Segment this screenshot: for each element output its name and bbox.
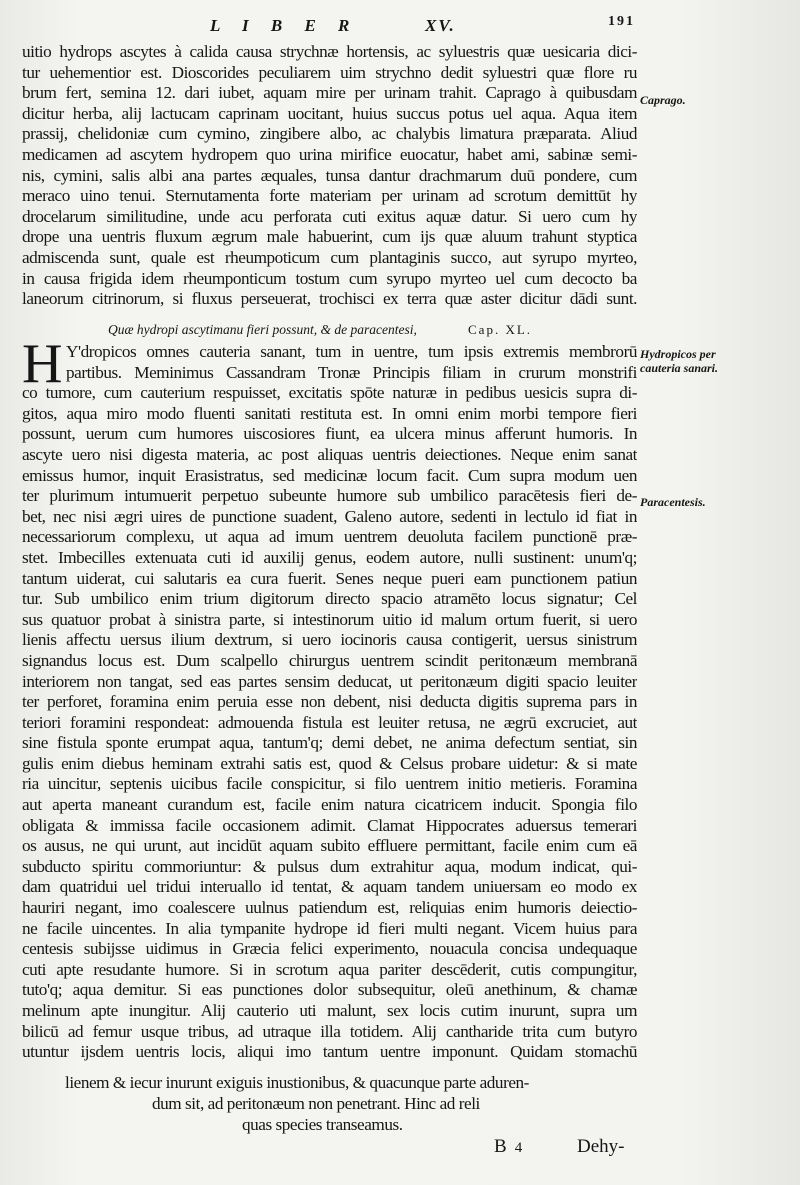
text-line: obligata & immissa facile occasionem adimit. Clamat Hippocrates aduersus temerari xyxy=(22,815,637,835)
text-line: necessariorum complexu, ut aqua ad imum uentrem deuoluta facilem punctionē præ- xyxy=(22,527,637,547)
text-line: os ausus, ne qui urunt, aut incidūt aquam subito effluere permittant, facile enim cum eā xyxy=(22,836,637,856)
text-line: signandus locus est. Dum scalpello chirurgus uentrem scindit peritonæum membranā xyxy=(22,650,637,670)
text-line: co tumore, cum cauterium respuisset, excitatis spōte naturæ in pedibus uesicis supra di- xyxy=(22,383,637,403)
chapter-title: Quæ hydropi ascytimanu fieri possunt, & de paracentesi, xyxy=(108,322,417,337)
catchword: Dehy- xyxy=(577,1136,625,1157)
text-line: aut aperta maneant curandum est, facile enim natura cicatricem inducit. Spongia filo xyxy=(22,795,637,815)
text-line: dam quatridui uel tridui interuallo id tentat, & aquam tandem uniuersam eo modo ex xyxy=(22,877,637,897)
drop-capital: H xyxy=(22,333,63,395)
text-line: subducto spiritu commoriuntur: & pulsus dum extrahitur aqua, modum indicat, qui- xyxy=(22,856,637,876)
printer-signature xyxy=(494,1136,522,1158)
text-line: medicamen ad ascytem hydropem quo urina mirifice euocatur, habet ami, sabinæ semi- xyxy=(22,144,637,164)
text-line: quas species transeamus. xyxy=(242,1115,403,1134)
text-line: bet, nec nisi ægri uires de punctione suadent, Galeno autore, sedenti in lectulo id fiat in xyxy=(22,506,637,526)
text-line: lienis affectu uersus ilium dextrum, si uero iocinoris causa contigerit, uersus sinistrum xyxy=(22,630,637,650)
margin-note-hydropicos: Hydropicos per xyxy=(640,347,716,361)
text-line: admiscenda sunt, quale est rheumpoticum cum plantaginis succo, aut syrupo myrteo, xyxy=(22,247,637,267)
text-line: ter plurimum intumuerit perpetuo subeunte humore sub umbilico paracētesis fieri de- xyxy=(22,486,637,506)
text-line: tuto'q; aqua demitur. Si eas punctiones dolor subsequitur, oleū anethinum, & chamæ xyxy=(22,980,637,1000)
text-line: partibus. Meminimus Cassandram Tronæ Principis filiam in crurum monstrifi xyxy=(66,362,637,382)
text-line: in causa frigida idem rheumponticum tostum cum syrupo myrteo uel cum decocto ba xyxy=(22,268,637,288)
signature-letter: B xyxy=(494,1136,507,1157)
text-line: tantum uiderat, cui salutaris ea cura fuerit. Senes neque pueri eam punctionem patiun xyxy=(22,568,637,588)
page-number: 191 xyxy=(608,14,635,29)
text-line: sine fistula sponte erumpat aqua, tantum'q; demi debet, ne anima defectum sentiat, sin xyxy=(22,733,637,753)
chapter-number: Cap. XL. xyxy=(468,322,533,337)
paragraph-1 xyxy=(22,42,637,310)
text-line: dum sit, ad peritonæum non penetrant. Hinc ad reli xyxy=(152,1094,480,1113)
text-line: ne facile uincentes. In alia tympanite hydrope id fieri multi negant. Vicem huius para xyxy=(22,918,637,938)
text-line: centesis subijsse uidimus in Græcia felici experimento, nouacula concisa undequaque xyxy=(22,939,637,959)
margin-note-paracentesis: Paracentesis. xyxy=(640,495,706,509)
text-line: nis, cymini, salis albi ana partes æquales, tunsa dantur drachmarum duū pondere, cum xyxy=(22,165,637,185)
margin-note-cauteria: cauteria sanari. xyxy=(640,361,719,375)
text-line: ria uincitur, septenis uicibus facile conspicitur, si filo uentrem initio metieris. Foramina xyxy=(22,774,637,794)
text-line: lienem & iecur inurunt exiguis inustionibus, & quacunque parte aduren- xyxy=(65,1073,529,1092)
text-line: teriori foramini respondeat: admouenda fistula est leuiter retusa, ne ægrū excruciet, aut xyxy=(22,712,637,732)
text-line: interiorem non tangat, sed eas partes sensim deducat, ut peritonæum digiti spacio leuiter xyxy=(22,671,637,691)
running-head: L I B E R xyxy=(210,16,352,35)
text-line: gulis enim diebus heminam extrahi satis est, quod & Celsus probare uidetur: & si mate xyxy=(22,753,637,773)
text-line: emissus humor, inquit Erasistratus, sed medicinæ locum facit. Cum supra modum uen xyxy=(22,465,637,485)
text-line: cuti apte resudante humore. Si in scrotum aqua pariter descēderit, cutis compungitur, xyxy=(22,959,637,979)
text-line: drope una uentris fluxum ægrum male habuerint, cum ijs quæ aluum trahunt styptica xyxy=(22,227,637,247)
text-line: tur uehementior est. Dioscorides peculiarem uim strychno dedit syluestri quæ flore ru xyxy=(22,62,637,82)
text-line: tur. Sub umbilico enim trium digitorum directo spacio atramēto locus signatur; Cel xyxy=(22,589,637,609)
text-line: prassij, chelidoniæ cum cymino, zingibere albo, ac chalybis limatura præparata. Aliud xyxy=(22,124,637,144)
text-line: possunt, uerum cum humores uiscosiores fiunt, ea ulcera minus afferunt humoris. In xyxy=(22,424,637,444)
page-header xyxy=(0,14,800,40)
text-line: gitos, aqua miro modo fluenti sanitati restituta est. In omni enim morbi tempore fieri xyxy=(22,403,637,423)
text-line: Y'dropicos omnes cauteria sanant, tum in uentre, tum ipsis extremis membrorū xyxy=(66,342,637,361)
text-line: hauriri negant, imo coalescere uulnus patiendum est, reliquias enim humoris deiectio- xyxy=(22,898,637,918)
text-line: bilicū ad femur usque tribus, ad utraque illa totidem. Alij cantharide trita cum butyro xyxy=(22,1021,637,1041)
paragraph-2 xyxy=(22,333,637,1063)
text-line: stet. Imbecilles extenuata cuti id auxilij genus, eodem autore, nulli sustinent: unum'q; xyxy=(22,547,637,567)
text-line: ter perforet, foramina enim peruia esse non debent, nisi deducta digitis suprema pars in xyxy=(22,692,637,712)
text-line: laneorum citrinorum, si fluxus perseuerat, trochisci ex terra quæ aster dicitur dādi sunt. xyxy=(22,289,637,309)
book-number: XV. xyxy=(425,16,456,35)
margin-note-caprago: Caprago. xyxy=(640,93,686,107)
text-line: meraco uino tenui. Sternutamenta forte materiam per urinam ad scrotum demittūt hy xyxy=(22,186,637,206)
signature-number: 4 xyxy=(514,1140,523,1156)
chapter-heading xyxy=(108,322,633,342)
text-line: melinum apte inungitur. Alij cauterio uti malunt, sex locis cutim inurunt, supra um xyxy=(22,1001,637,1020)
text-line: ascyte uero nisi digesta materia, ac post aliquas uentris deiectiones. Neque enim sanat xyxy=(22,444,637,464)
text-line: uitio hydrops ascytes à calida causa strychnæ hortensis, ac syluestris quæ uesicaria dici- xyxy=(22,42,637,61)
text-line: brum fert, semina 12. dari iubet, aquam mire per urinam trahit. Caprago à quibusdam xyxy=(22,83,637,103)
text-line: dicitur herba, alij lactucam caprinam uocitant, huius succus potus uel aqua. Aqua item xyxy=(22,103,637,123)
text-line: sus quatuor probat à sinistra parte, si intestinorum uitio id malum ortum fuerit, si uero xyxy=(22,609,637,629)
text-line: drocelarum similitudine, unde acu perforata cuti exitus aquæ datur. Si uero cum hy xyxy=(22,206,637,226)
text-line: utuntur ijsdem uentris locis, aliqui imo tantum uentre imponunt. Quidam stomachū xyxy=(22,1042,637,1062)
